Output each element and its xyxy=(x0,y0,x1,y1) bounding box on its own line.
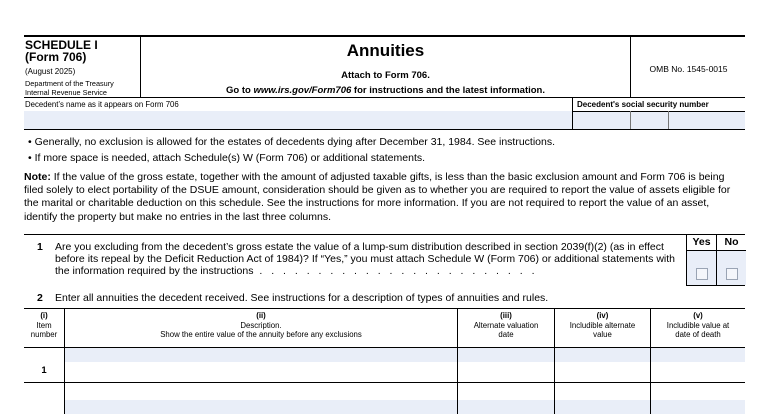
dot-leader: . . . . . . . . . . . . . . . . . . . . . . . . xyxy=(253,265,538,278)
line-1-question xyxy=(55,241,685,278)
yes-no-bottom-rule xyxy=(686,285,745,286)
alternate-value-cell[interactable] xyxy=(555,348,650,362)
column-label: Includible value at xyxy=(666,320,730,330)
note-label: Note: xyxy=(24,171,51,183)
description-cell[interactable] xyxy=(65,400,457,414)
column-label: Includible alternate xyxy=(569,320,636,330)
no-checkbox[interactable] xyxy=(726,268,738,280)
annuities-table xyxy=(24,308,745,414)
schedule-i-form xyxy=(24,35,745,414)
section-divider xyxy=(24,234,745,235)
ssn-separator xyxy=(668,111,669,129)
bullet-item: • If more space is needed, attach Schedule(s) W (Form 706) or additional statements. xyxy=(28,152,426,164)
form-header xyxy=(24,35,745,98)
yes-checkbox[interactable] xyxy=(696,268,708,280)
row-item-number: 1 xyxy=(41,365,47,376)
goto-instruction xyxy=(141,85,630,97)
column-label: Description. xyxy=(240,320,282,330)
note-text: If the value of the gross estate, together with the amount of adjusted taxable gifts, is less than the basic exclusion amount and Form 706 is being filed solely to elect portability of the DSUE amount, consideration should be given as to whether you are required to report the value of assets eligible for the marital or charitable deduction on this schedule. See the instructions for more information. If you are not required to report the value of an asset, identify the property but make no entries in the last three columns. xyxy=(24,171,731,223)
bullet-item: • Generally, no exclusion is allowed for the estates of decedents dying after December 31, 1984. See instructions. xyxy=(28,136,556,148)
attach-instruction: Attach to Form 706. xyxy=(341,70,430,81)
decedent-name-label: Decedent’s name as it appears on Form 706 xyxy=(25,100,179,109)
column-header-includible-value-date-of-death xyxy=(651,311,745,340)
ssn-label: Decedent's social security number xyxy=(577,100,709,109)
column-number: (i) xyxy=(40,311,48,320)
form-reference: (Form 706) xyxy=(25,50,87,64)
column-label: Item xyxy=(36,320,52,330)
column-number: (v) xyxy=(693,311,703,320)
column-label: Show the entire value of the annuity before any exclusions xyxy=(160,330,362,340)
decedent-name-field[interactable] xyxy=(24,111,572,129)
no-header: No xyxy=(724,236,739,248)
line-1-text: Are you excluding from the decedent’s gross estate the value of a lump-sum distribution described in section 2039(f)(2) (as in effect before its repeal by the Deficit Reduction Act of 1984)? If “Yes,” you must attach Schedule W (Form 706) or additional statements with the information required by the instructions xyxy=(55,241,676,278)
omb-number: OMB No. 1545-0015 xyxy=(649,64,728,74)
description-cell[interactable] xyxy=(65,348,457,362)
general-instructions xyxy=(28,134,745,166)
alternate-value-cell[interactable] xyxy=(555,400,650,414)
column-label: date xyxy=(498,330,514,340)
table-row-rule xyxy=(24,382,745,383)
alternate-date-cell[interactable] xyxy=(458,400,554,414)
department-line-1: Department of the Treasury xyxy=(25,79,114,88)
line-1-number: 1 xyxy=(37,241,43,253)
yes-header: Yes xyxy=(692,236,711,248)
omb-block xyxy=(630,37,745,98)
yes-no-box xyxy=(686,235,745,285)
title-block xyxy=(141,37,630,98)
column-header-description xyxy=(65,311,457,340)
schedule-title: SCHEDULE I xyxy=(25,38,98,52)
column-header-includible-alternate-value xyxy=(555,311,650,340)
goto-prefix: Go to xyxy=(225,85,254,96)
bullet-text: Generally, no exclusion is allowed for the estates of decedents dying after December 31, 1984. See instructions. xyxy=(34,136,556,148)
column-header-item-number xyxy=(24,311,64,340)
column-number: (iv) xyxy=(596,311,609,320)
date-of-death-value-cell[interactable] xyxy=(651,400,745,414)
ssn-field[interactable] xyxy=(573,111,745,129)
note-paragraph xyxy=(24,171,745,224)
alternate-date-cell[interactable] xyxy=(458,348,554,362)
decedent-info-row xyxy=(24,98,745,130)
irs-url-link[interactable]: www.irs.gov/Form706 xyxy=(253,85,352,96)
column-label: Alternate valuation xyxy=(473,320,539,330)
ssn-separator xyxy=(630,111,631,129)
ssn-block xyxy=(572,98,745,129)
column-label: number xyxy=(30,330,58,340)
revision-date: (August 2025) xyxy=(25,67,76,76)
page-title: Annuities xyxy=(346,41,425,60)
column-number: (ii) xyxy=(256,311,266,320)
line-2-number: 2 xyxy=(37,292,43,304)
column-header-alternate-valuation-date xyxy=(458,311,554,340)
department-line-2: Internal Revenue Service xyxy=(25,88,107,97)
bullet-text: If more space is needed, attach Schedule(s) W (Form 706) or additional statements. xyxy=(34,152,426,164)
goto-suffix: for instructions and the latest information. xyxy=(351,85,545,96)
column-number: (iii) xyxy=(500,311,512,320)
column-label: date of death xyxy=(675,330,721,340)
date-of-death-value-cell[interactable] xyxy=(651,348,745,362)
line-2-text: Enter all annuities the decedent received. See instructions for a description of types of annuities and rules. xyxy=(55,292,549,304)
column-label: value xyxy=(593,330,612,340)
schedule-id-block xyxy=(24,37,141,98)
